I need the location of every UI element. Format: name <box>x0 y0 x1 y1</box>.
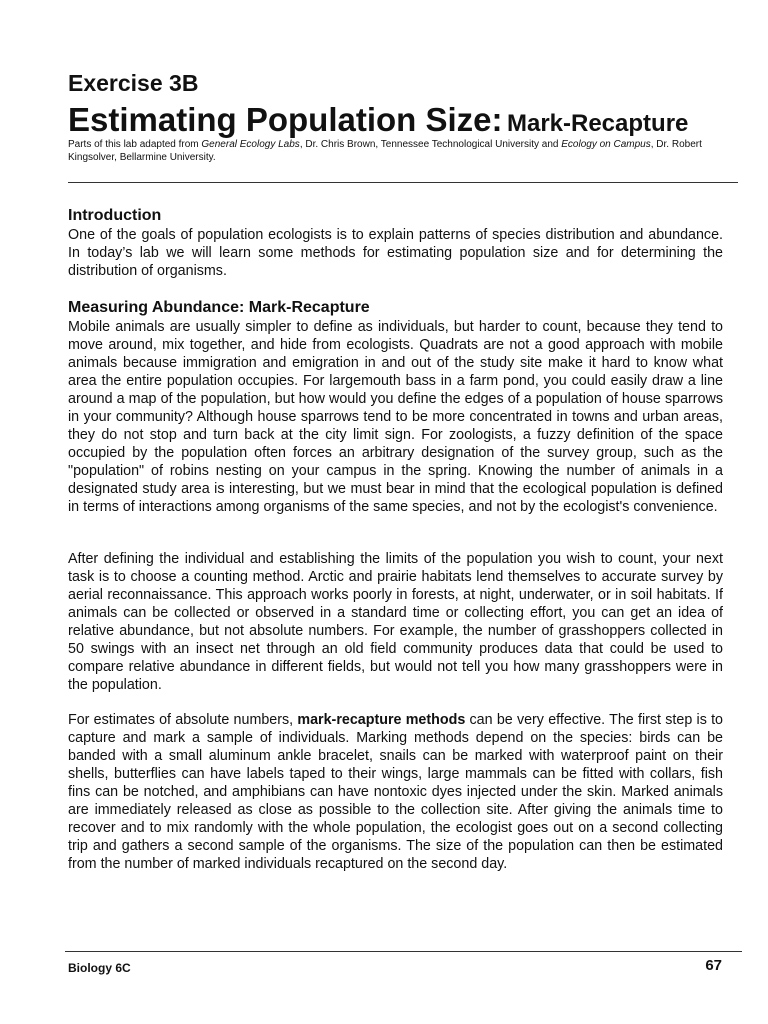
intro-paragraph: One of the goals of population ecologists is to explain patterns of species distribution and abundance. In today’s lab we will learn some methods for estimating population size and for determining the distribution of organisms. <box>68 227 723 279</box>
title-main: Estimating Population Size: <box>68 101 503 138</box>
measuring-paragraph-3 <box>68 711 723 873</box>
footer-course: Biology 6C <box>68 961 131 975</box>
credits-text-2: , Dr. Chris Brown, Tennessee Technological University and <box>299 139 562 150</box>
exercise-label: Exercise 3B <box>68 70 199 96</box>
footer-divider <box>65 951 742 952</box>
title-sub: Mark-Recapture <box>506 110 689 137</box>
p3-text-after: can be very effective. The first step is to capture and mark a sample of individuals. Marking methods depend on the species: birds can be banded with a small aluminum ankle bracelet, snails can be marked with waterproof paint on their shells, butterflies can have labels taped to their wings, large mammals can be fitted with collars, fish fins can be notched, and amphibians can have nontoxic dyes injected under the skin. Marked animals are immediately released as close as possible to the collection site. After giving the animals time to recover and to mix randomly with the whole population, the ecologist goes out on a second collecting trip and gathers a second sample of the organisms. The size of the population can then be estimated from the number of marked individuals recaptured on the second day. <box>68 712 723 872</box>
p3-bold-term: mark-recapture methods <box>297 712 466 728</box>
credits-book-2: Ecology on Campus <box>561 139 651 150</box>
credits-text-1: Parts of this lab adapted from <box>68 139 202 150</box>
p3-text-before: For estimates of absolute numbers, <box>68 712 298 728</box>
intro-heading: Introduction <box>68 207 162 224</box>
measuring-paragraph-2: After defining the individual and establishing the limits of the population you wish to count, your next task is to choose a counting method. Arctic and prairie habitats lend themselves to accurate survey by aerial reconnaissance. This approach works poorly in forests, at night, underwater, or in soil habitats. If animals can be collected or observed in a standard time or collecting effort, you can get an idea of relative abundance, but not absolute numbers. For example, the number of grasshoppers collected in 50 swings with an insect net through an old field community produces data that could be used to compare relative abundance in different fields, but would not tell you how many grasshoppers were in the population. <box>68 551 723 693</box>
credits-book-1: General Ecology Labs <box>201 139 300 150</box>
credits-text-3: , Dr. Robert Kingsolver, Bellarmine University. <box>68 139 702 163</box>
measuring-heading: Measuring Abundance: Mark-Recapture <box>68 299 370 316</box>
measuring-paragraph-1: Mobile animals are usually simpler to define as individuals, but harder to count, because they tend to move around, mix together, and hide from ecologists. Quadrats are not a good approach with mobile animals because immigration and emigration in and out of the study site make it hard to know what area the entire population occupies. For largemouth bass in a farm pond, you could easily draw a line around a map of the population, but how would you define the edges of a population of house sparrows in your community? Although house sparrows tend to be more concentrated in towns and urban areas, they do not stop and turn back at the city limit sign. For zoologists, a fuzzy definition of the space occupied by the population often forces an arbitrary designation of the survey group, such as the "population" of robins nesting on your campus in the spring. Knowing the number of animals in a designated study area is interesting, but we must bear in mind that the ecological population is defined in terms of interactions among organisms of the same species, and not by the ecologist's convenience. <box>68 319 723 515</box>
header-divider <box>68 182 738 183</box>
page-number: 67 <box>705 957 722 974</box>
credits-note <box>68 139 708 164</box>
